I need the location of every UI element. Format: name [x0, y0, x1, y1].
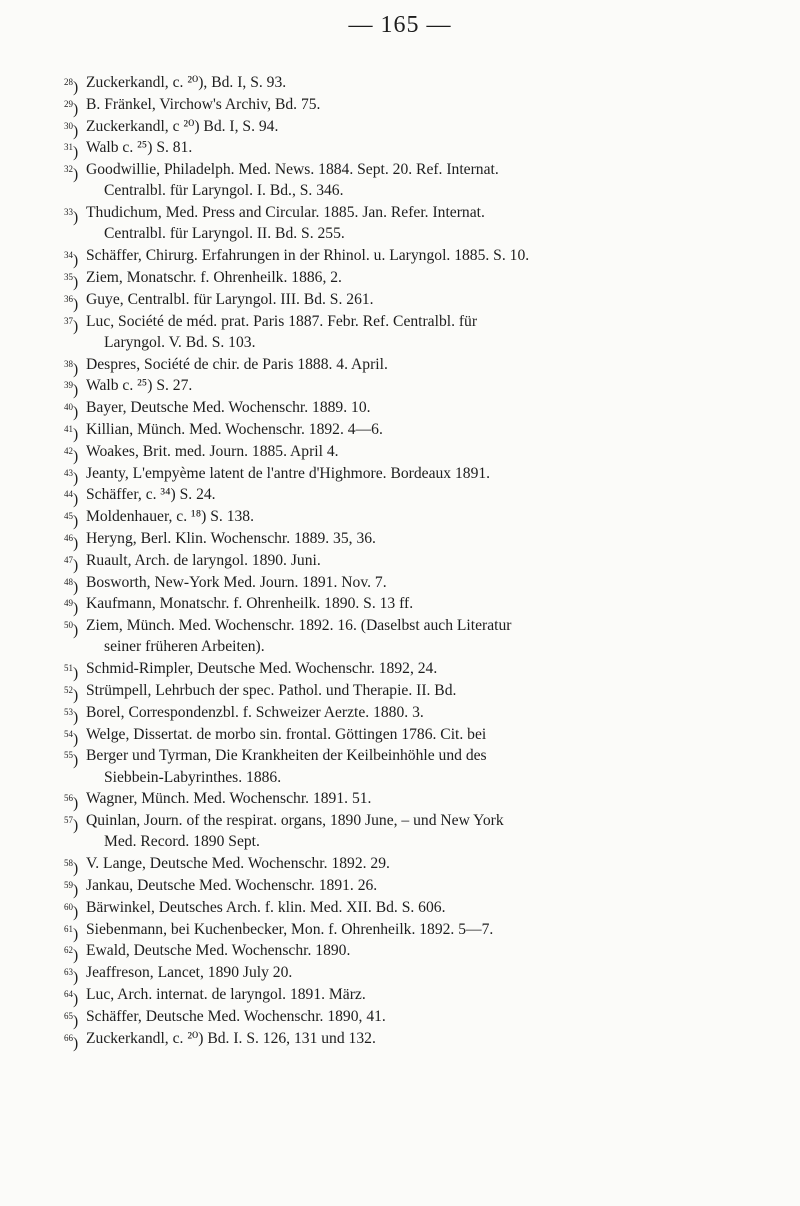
- reference-item: [64, 72, 778, 96]
- reference-item: [64, 137, 778, 162]
- reference-item: [64, 680, 778, 704]
- reference-number: $^{37}$): [64, 315, 79, 335]
- reference-text: Zuckerkandl, c ²⁰) Bd. I, S. 94.: [86, 117, 279, 135]
- reference-item: [64, 897, 778, 921]
- reference-continuation: Centralbl. für Laryngol. I. Bd., S. 346.: [104, 182, 344, 200]
- reference-number-value: 46: [64, 532, 73, 543]
- reference-number: $^{57}$): [64, 815, 79, 835]
- reference-text: Bosworth, New-York Med. Journ. 1891. Nov. 7.: [86, 573, 387, 591]
- reference-number-value: 38: [64, 358, 73, 369]
- reference-text: Quinlan, Journ. of the respirat. organs, 1890 June, – und New York: [86, 812, 504, 830]
- reference-item: [64, 116, 778, 140]
- reference-number: $^{45}$): [64, 511, 79, 531]
- reference-item: [66, 159, 778, 201]
- reference-text: V. Lange, Deutsche Med. Wochenschr. 1892. 29.: [86, 855, 390, 873]
- reference-number: $^{64}$): [64, 988, 79, 1008]
- reference-text: Killian, Münch. Med. Wochenschr. 1892. 4—6.: [86, 420, 383, 438]
- reference-continuation: Siebbein-Labyrinthes. 1886.: [104, 768, 282, 786]
- reference-number: $^{43}$): [64, 467, 79, 487]
- reference-text: Walb c. ²⁵) S. 27.: [86, 377, 193, 395]
- reference-item: [64, 528, 778, 552]
- reference-number: $^{35}$): [64, 271, 79, 291]
- reference-number-value: 59: [64, 879, 73, 890]
- reference-text: Ziem, Monatschr. f. Ohrenheilk. 1886, 2.: [86, 268, 342, 286]
- reference-number-value: 35: [64, 271, 73, 282]
- reference-item: [64, 245, 778, 270]
- page-number: — 165 —: [348, 12, 452, 38]
- reference-text: Ruault, Arch. de laryngol. 1890. Juni.: [86, 551, 321, 569]
- reference-item: [64, 572, 778, 596]
- reference-item: [64, 593, 778, 618]
- reference-number: $^{39}$): [64, 380, 79, 400]
- reference-item: [64, 397, 778, 422]
- reference-item: [64, 875, 778, 899]
- reference-number-value: 33: [64, 207, 73, 218]
- reference-number-value: 48: [64, 576, 73, 587]
- reference-number: $^{66}$): [64, 1032, 79, 1052]
- reference-number: $^{65}$): [64, 1010, 79, 1030]
- reference-number: $^{53}$): [64, 706, 79, 726]
- reference-item: [64, 289, 778, 313]
- reference-item: [64, 267, 778, 291]
- reference-text: Strümpell, Lehrbuch der spec. Pathol. und Therapie. II. Bd.: [86, 681, 457, 699]
- reference-number: $^{42}$): [64, 445, 79, 465]
- reference-text: Ewald, Deutsche Med. Wochenschr. 1890.: [86, 942, 351, 960]
- reference-number-value: 31: [64, 142, 73, 153]
- reference-number: $^{38}$): [64, 358, 79, 378]
- reference-text: Schäffer, Deutsche Med. Wochenschr. 1890, 41.: [86, 1007, 386, 1025]
- reference-number-value: 34: [64, 250, 73, 261]
- reference-text: Wagner, Münch. Med. Wochenschr. 1891. 51.: [86, 790, 372, 808]
- reference-text: Zuckerkandl, c. ²⁰), Bd. I, S. 93.: [86, 74, 287, 91]
- reference-item: [66, 615, 778, 657]
- reference-number-value: 58: [64, 858, 73, 869]
- reference-item: [64, 724, 778, 748]
- reference-continuation: Laryngol. V. Bd. S. 103.: [104, 333, 256, 351]
- reference-text: Borel, Correspondenzbl. f. Schweizer Aerzte. 1880. 3.: [86, 703, 424, 721]
- reference-number-value: 32: [64, 164, 73, 175]
- reference-item: [66, 311, 778, 353]
- reference-number: $^{47}$): [64, 554, 79, 574]
- reference-number: $^{48}$): [64, 576, 79, 596]
- reference-item: [66, 745, 778, 787]
- reference-number-value: 51: [64, 663, 73, 674]
- reference-number: $^{61}$): [64, 923, 79, 943]
- reference-item: [64, 940, 778, 965]
- reference-number: $^{33}$): [64, 207, 79, 227]
- reference-text: Schäffer, c. ³⁴) S. 24.: [86, 486, 216, 504]
- reference-text: Moldenhauer, c. ¹⁸) S. 138.: [86, 508, 254, 526]
- reference-item: [64, 375, 778, 400]
- reference-number-value: 37: [64, 315, 73, 326]
- reference-number: $^{58}$): [64, 858, 79, 878]
- reference-text: Luc, Arch. internat. de laryngol. 1891. März.: [86, 985, 366, 1003]
- reference-number-value: 64: [64, 988, 73, 999]
- reference-item: [64, 484, 778, 509]
- reference-continuation: Centralbl. für Laryngol. II. Bd. S. 255.: [104, 225, 345, 243]
- reference-number-value: 54: [64, 728, 73, 739]
- reference-number: $^{49}$): [64, 598, 79, 618]
- reference-number: $^{30}$): [64, 120, 79, 140]
- reference-number-value: 49: [64, 598, 73, 609]
- reference-number: $^{50}$): [64, 620, 79, 640]
- reference-number: $^{41}$): [64, 423, 79, 443]
- reference-text: Berger und Tyrman, Die Krankheiten der Keilbeinhöhle und des: [86, 747, 487, 765]
- reference-text: Heryng, Berl. Klin. Wochenschr. 1889. 35, 36.: [86, 529, 376, 547]
- reference-item: [64, 853, 778, 878]
- reference-number-value: 42: [64, 445, 73, 456]
- reference-number-value: 47: [64, 554, 73, 565]
- reference-number: $^{52}$): [64, 684, 79, 704]
- reference-item: [64, 702, 778, 726]
- reference-item: [64, 463, 778, 487]
- reference-item: [64, 441, 778, 465]
- reference-number: $^{46}$): [64, 532, 79, 552]
- reference-text: B. Fränkel, Virchow's Archiv, Bd. 75.: [86, 95, 321, 113]
- reference-number: $^{36}$): [64, 293, 79, 313]
- reference-text: Welge, Dissertat. de morbo sin. frontal. Göttingen 1786. Cit. bei: [86, 725, 487, 743]
- reference-number: $^{44}$): [64, 489, 79, 509]
- reference-item: [64, 962, 778, 987]
- reference-text: Ziem, Münch. Med. Wochenschr. 1892. 16. (Daselbst auch Literatur: [86, 617, 512, 635]
- reference-number: $^{56}$): [64, 793, 79, 813]
- reference-number-value: 39: [64, 380, 73, 391]
- reference-text: Schmid-Rimpler, Deutsche Med. Wochenschr. 1892, 24.: [86, 660, 438, 678]
- reference-number: $^{55}$): [64, 750, 79, 770]
- reference-number-value: 57: [64, 815, 73, 826]
- reference-number-value: 52: [64, 684, 73, 695]
- reference-text: Bärwinkel, Deutsches Arch. f. klin. Med. XII. Bd. S. 606.: [86, 898, 446, 916]
- reference-number-value: 45: [64, 511, 73, 522]
- reference-number: $^{31}$): [64, 142, 79, 162]
- reference-text: Luc, Société de méd. prat. Paris 1887. Febr. Ref. Centralbl. für: [86, 312, 478, 330]
- reference-number-value: 36: [64, 293, 73, 304]
- reference-number: $^{40}$): [64, 402, 79, 422]
- reference-text: Despres, Société de chir. de Paris 1888. 4. April.: [86, 355, 388, 373]
- reference-item: [64, 506, 778, 531]
- reference-number-value: 55: [64, 750, 73, 761]
- reference-number: $^{63}$): [64, 967, 79, 987]
- reference-number-value: 43: [64, 467, 73, 478]
- reference-number-value: 56: [64, 793, 73, 804]
- reference-number: $^{29}$): [64, 98, 79, 118]
- reference-number-value: 44: [64, 489, 73, 500]
- reference-text: Zuckerkandl, c. ²⁰) Bd. I. S. 126, 131 und 132.: [86, 1029, 376, 1047]
- reference-item: [66, 810, 778, 852]
- reference-item: [64, 984, 778, 1008]
- reference-number-value: 63: [64, 967, 73, 978]
- reference-item: [64, 419, 778, 443]
- reference-text: Goodwillie, Philadelph. Med. News. 1884. Sept. 20. Ref. Internat.: [86, 161, 499, 179]
- reference-item: [64, 550, 778, 574]
- reference-number-value: 61: [64, 923, 73, 934]
- reference-number-value: 53: [64, 706, 73, 717]
- reference-number: $^{60}$): [64, 901, 79, 921]
- reference-number-value: 28: [64, 77, 73, 87]
- reference-number-value: 29: [64, 98, 73, 109]
- reference-text: Guye, Centralbl. für Laryngol. III. Bd. S. 261.: [86, 290, 374, 308]
- reference-text: Kaufmann, Monatschr. f. Ohrenheilk. 1890. S. 13 ff.: [86, 595, 414, 613]
- reference-item: [64, 1006, 778, 1030]
- reference-text: Bayer, Deutsche Med. Wochenschr. 1889. 10.: [86, 399, 371, 417]
- reference-number-value: 50: [64, 620, 73, 631]
- reference-text: Jankau, Deutsche Med. Wochenschr. 1891. 26.: [86, 876, 378, 894]
- reference-number: $^{32}$): [64, 164, 79, 184]
- reference-item: [64, 354, 778, 378]
- reference-continuation: Med. Record. 1890 Sept.: [104, 833, 260, 851]
- reference-item: [66, 202, 778, 244]
- reference-number-value: 41: [64, 423, 73, 434]
- reference-number-value: 30: [64, 120, 73, 131]
- reference-number-value: 60: [64, 901, 73, 912]
- reference-text: Woakes, Brit. med. Journ. 1885. April 4.: [86, 442, 339, 460]
- reference-number-value: 65: [64, 1010, 73, 1021]
- reference-number: $^{54}$): [64, 728, 79, 748]
- reference-number: $^{34}$): [64, 250, 79, 270]
- reference-text: Schäffer, Chirurg. Erfahrungen in der Rhinol. u. Laryngol. 1885. S. 10.: [86, 247, 530, 265]
- reference-text: Siebenmann, bei Kuchenbecker, Mon. f. Ohrenheilk. 1892. 5—7.: [86, 920, 494, 938]
- reference-item: [64, 94, 778, 118]
- reference-item: [64, 788, 778, 813]
- reference-text: Jeanty, L'empyème latent de l'antre d'Highmore. Bordeaux 1891.: [86, 464, 491, 482]
- reference-number: $^{59}$): [64, 879, 79, 899]
- reference-number-value: 66: [64, 1032, 73, 1043]
- reference-text: Walb c. ²⁵) S. 81.: [86, 139, 193, 157]
- reference-number-value: 40: [64, 402, 73, 413]
- reference-continuation: seiner früheren Arbeiten).: [104, 638, 265, 656]
- reference-list: [64, 72, 778, 1052]
- reference-item: [64, 1028, 778, 1052]
- reference-number-value: 62: [64, 945, 73, 956]
- reference-item: [64, 919, 778, 943]
- reference-number: $^{28}$): [64, 77, 79, 96]
- reference-number: $^{62}$): [64, 945, 79, 965]
- reference-number: $^{51}$): [64, 663, 79, 683]
- reference-text: Thudichum, Med. Press and Circular. 1885. Jan. Refer. Internat.: [86, 204, 485, 222]
- reference-item: [64, 658, 778, 683]
- reference-text: Jeaffreson, Lancet, 1890 July 20.: [86, 964, 293, 982]
